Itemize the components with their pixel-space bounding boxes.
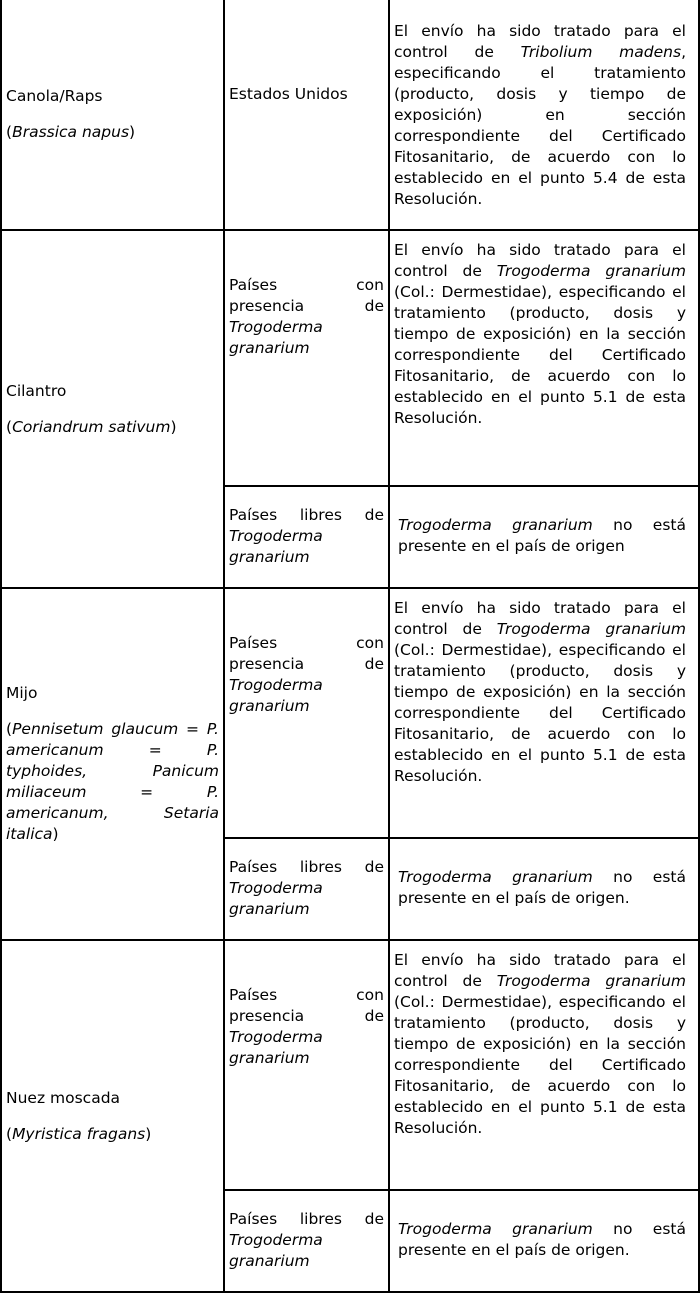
origin-condition-cell: Países con presencia de Trogoderma granarium (224, 940, 389, 1190)
product-scientific-name: (Brassica napus) (6, 123, 136, 141)
origin-condition-cell: Países libres de Trogoderma granarium (224, 1190, 389, 1292)
requirement-cell: El envío ha sido tratado para el control de Trogoderma granarium (Col.: Dermestidae), especificando el tratamiento (producto, dosis y tiempo de exposición) en la sección correspondiente del Certificado Fitosanitario, de acuerdo con lo establecido en el punto 5.1 de esta Resolución. (389, 588, 699, 838)
requirement-cell: El envío ha sido tratado para el control de Tribolium madens, especificando el tratamiento (producto, dosis y tiempo de exposición) en sección correspondiente del Certificado Fitosanitario, de acuerdo con lo establecido en el punto 5.4 de esta Resolución. (389, 0, 699, 230)
requirement-cell: Trogoderma granarium no está presente en el país de origen. (389, 1190, 699, 1292)
product-name: Canola/Raps (6, 87, 103, 105)
product-cell (1, 230, 224, 588)
origin-condition-cell: Países libres de Trogoderma granarium (224, 838, 389, 940)
origin-condition-cell: Países con presencia de Trogoderma granarium (224, 588, 389, 838)
product-cell (1, 588, 224, 940)
table-row (1, 0, 699, 230)
requirement-cell: El envío ha sido tratado para el control de Trogoderma granarium (Col.: Dermestidae), especificando el tratamiento (producto, dosis y tiempo de exposición) en la sección correspondiente del Certificado Fitosanitario, de acuerdo con lo establecido en el punto 5.1 de esta Resolución. (389, 940, 699, 1190)
origin-condition-cell: Países con presencia de Trogoderma granarium (224, 230, 389, 486)
product-scientific-name: (Coriandrum sativum) (6, 417, 177, 436)
product-name: Cilantro (6, 381, 67, 400)
product-scientific-name: (Myristica fragans) (6, 1124, 152, 1143)
requirement-cell: Trogoderma granarium no está presente en el país de origen. (389, 838, 699, 940)
product-name: Mijo (6, 684, 38, 702)
origin-condition-cell: Países libres de Trogoderma granarium (224, 486, 389, 588)
product-name: Nuez moscada (6, 1088, 121, 1107)
product-scientific-name: (Pennisetum glaucum = P. americanum = P. typhoides, Panicum miliaceum = P. americanum, Setaria italica) (6, 720, 219, 843)
product-cell (1, 940, 224, 1292)
requirement-cell: Trogoderma granarium no está presente en el país de origen (389, 486, 699, 588)
table-row (1, 588, 699, 838)
requirement-cell: El envío ha sido tratado para el control de Trogoderma granarium (Col.: Dermestidae), especificando el tratamiento (producto, dosis y tiempo de exposición) en la sección correspondiente del Certificado Fitosanitario, de acuerdo con lo establecido en el punto 5.1 de esta Resolución. (389, 230, 699, 486)
table-row (1, 940, 699, 1190)
product-cell (1, 0, 224, 230)
table-row (1, 230, 699, 486)
origin-country-cell: Estados Unidos (224, 0, 389, 230)
